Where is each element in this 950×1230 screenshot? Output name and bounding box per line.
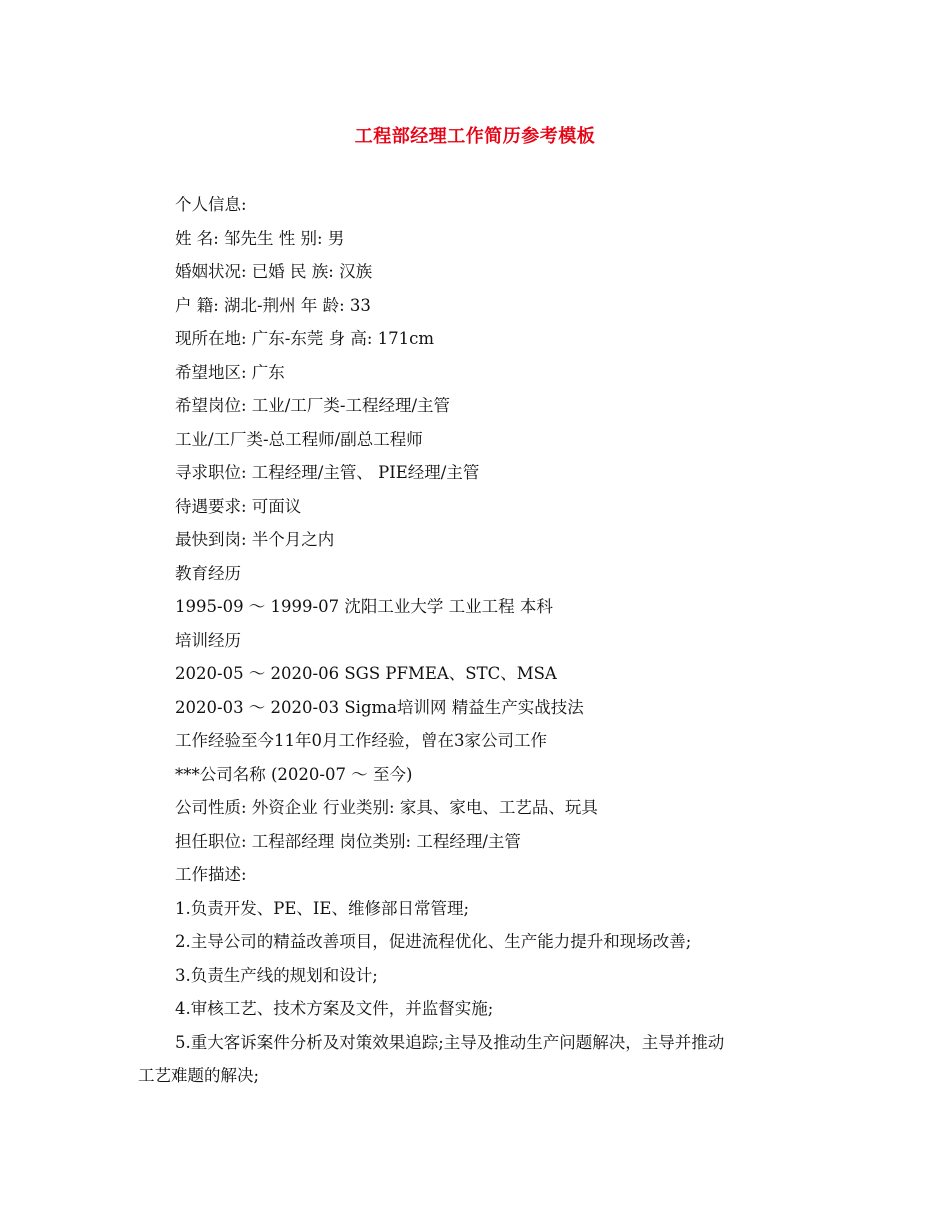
training-entry-2: 2020-03 ～ 2020-03 Sigma培训网 精益生产实战技法 — [175, 697, 584, 717]
info-line-name-gender: 姓 名: 邹先生 性 别: 男 — [175, 228, 345, 248]
company-heading: ***公司名称 (2020-07 ～ 至今) — [175, 764, 413, 784]
experience-summary: 工作经验至今11年0月工作经验，曾在3家公司工作 — [175, 731, 547, 750]
info-line-availability: 最快到岗: 半个月之内 — [175, 530, 335, 549]
company-nature-industry: 公司性质: 外资企业 行业类别: 家具、家电、工艺品、玩具 — [175, 798, 598, 817]
duty-item-4: 4.审核工艺、技术方案及文件，并监督实施; — [175, 999, 494, 1018]
duty-item-5-continued: 工艺难题的解决; — [138, 1066, 260, 1085]
info-line-seeking-role: 寻求职位: 工程经理/主管、 PIE经理/主管 — [175, 463, 480, 482]
section-heading-training: 培训经历 — [175, 630, 241, 650]
education-entry: 1995-09 ～ 1999-07 沈阳工业大学 工业工程 本科 — [175, 597, 553, 616]
training-entry-1: 2020-05 ～ 2020-06 SGS PFMEA、STC、MSA — [175, 664, 557, 683]
resume-body — [138, 188, 835, 1093]
info-line-salary: 待遇要求: 可面议 — [175, 496, 302, 516]
duty-item-1: 1.负责开发、PE、IE、维修部日常管理; — [175, 898, 470, 918]
info-line-location-height: 现所在地: 广东-东莞 身 高: 171cm — [175, 329, 435, 348]
info-line-desired-position: 希望岗位: 工业/工厂类-工程经理/主管 — [175, 396, 450, 415]
info-line-hukou-age: 户 籍: 湖北-荆州 年 龄: 33 — [175, 295, 371, 315]
section-heading-education: 教育经历 — [175, 563, 241, 583]
info-line-desired-region: 希望地区: 广东 — [175, 362, 285, 382]
info-line-marital-ethnicity: 婚姻状况: 已婚 民 族: 汉族 — [175, 262, 373, 281]
duty-item-5: 5.重大客诉案件分析及对策效果追踪;主导及推动生产问题解决，主导并推动 — [175, 1032, 725, 1052]
info-line-desired-position-2: 工业/工厂类-总工程师/副总工程师 — [175, 429, 423, 449]
job-description-heading: 工作描述: — [175, 865, 247, 884]
duty-item-3: 3.负责生产线的规划和设计; — [175, 965, 378, 985]
duty-item-2: 2.主导公司的精益改善项目，促进流程优化、生产能力提升和现场改善; — [175, 932, 692, 951]
job-title-category: 担任职位: 工程部经理 岗位类别: 工程经理/主管 — [175, 831, 521, 851]
section-heading-personal-info: 个人信息: — [175, 195, 247, 214]
document-title: 工程部经理工作简历参考模板 — [354, 126, 596, 147]
